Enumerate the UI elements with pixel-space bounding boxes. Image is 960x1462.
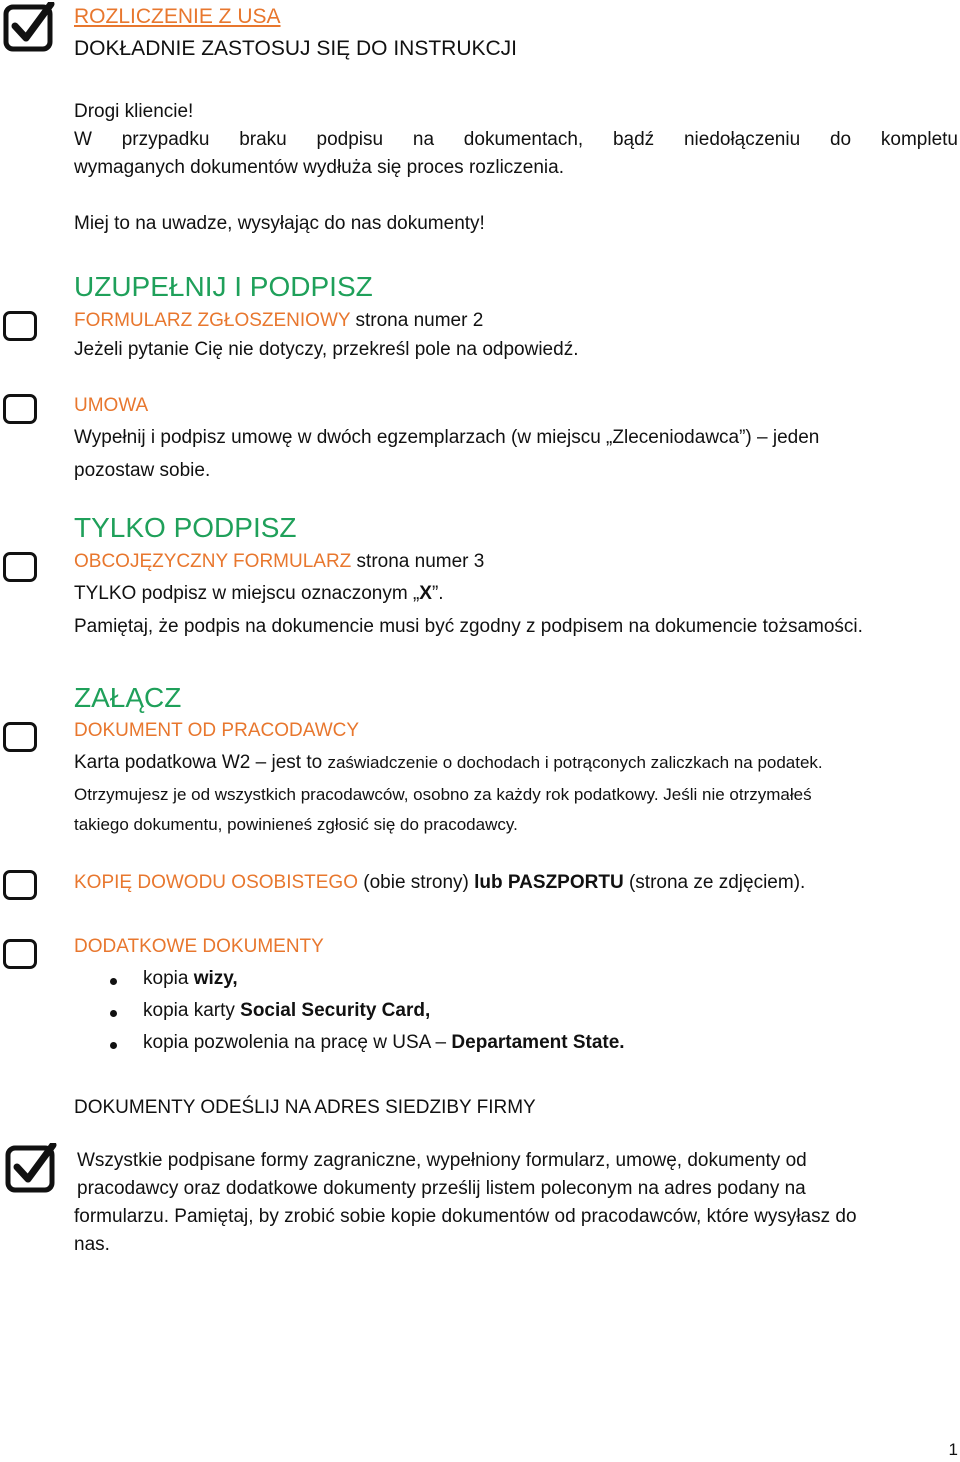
section-heading-fill-sign: UZUPEŁNIJ I PODPISZ [74,271,373,302]
empty-checkbox-icon[interactable] [3,394,37,424]
greeting: Drogi kliencie! [74,101,194,122]
intro-line-3: Miej to na uwadze, wysyłając do nas dokumenty! [74,213,485,234]
contract-line-1: Wypełnij i podpisz umowę w dwóch egzemplarzach (w miejscu „Zleceniodawca”) – jeden [74,427,820,448]
section-heading-attach: ZAŁĄCZ [74,682,182,713]
footer-line-2: pracodawcy oraz dodatkowe dokumenty prześlij listem poleconym na adres podany na [77,1178,806,1199]
list-item-bold: Departament State. [451,1032,625,1053]
w2-label: Karta podatkowa W2 – jest to [74,752,328,773]
w2-description [74,752,823,774]
section-heading-sign-only: TYLKO PODPISZ [74,512,297,543]
employer-document-heading: DOKUMENT OD PRACODAWCY [74,720,360,741]
empty-checkbox-icon[interactable] [3,870,37,900]
page-reference: strona numer 3 [351,551,485,572]
signature-reminder: Pamiętaj, że podpis na dokumencie musi być zgodny z podpisem na dokumencie tożsamości. [74,616,863,637]
sign-instruction [74,583,444,605]
list-item-bold: Social Security Card, [240,1000,431,1021]
list-item [143,1000,430,1022]
empty-checkbox-icon[interactable] [3,939,37,969]
send-address-heading: DOKUMENTY ODEŚLIJ NA ADRES SIEDZIBY FIRMY [74,1097,536,1118]
passport-label: PASZPORTU [507,872,624,893]
page-reference: strona numer 2 [350,310,484,331]
bullet-icon [110,1010,117,1017]
intro-line-1: W przypadku braku podpisu na dokumentach, bądź niedołączeniu do kompletu [74,129,958,150]
id-copy-line [74,872,805,894]
id-copy-sides: (obie strony) [357,872,475,893]
form-name: FORMULARZ ZGŁOSZENIOWY [74,310,351,331]
list-item [143,1032,625,1054]
bullet-icon [110,1042,117,1049]
bullet-icon [110,978,117,985]
additional-documents-heading: DODATKOWE DOKUMENTY [74,936,324,957]
footer-line-3: formularzu. Pamiętaj, by zrobić sobie kopie dokumentów od pracodawców, które wysyłasz do [74,1206,857,1227]
sign-instruction-text: TYLKO podpisz w miejscu oznaczonym „ [74,583,420,604]
empty-checkbox-icon[interactable] [3,722,37,752]
empty-checkbox-icon[interactable] [3,311,37,341]
passport-photo-page: (strona ze zdjęciem). [623,872,806,893]
id-copy-label: KOPIĘ DOWODU OSOBISTEGO [74,872,358,893]
footer-line-1: Wszystkie podpisane formy zagraniczne, wypełniony formularz, umowę, dokumenty od [77,1150,807,1171]
page-title: ROZLICZENIE Z USA [74,5,281,28]
intro-line-2: wymaganych dokumentów wydłuża się proces rozliczenia. [74,157,565,178]
id-copy-or: lub [474,872,503,893]
page-number: 1 [948,1440,958,1459]
instruction-subtitle: DOKŁADNIE ZASTOSUJ SIĘ DO INSTRUKCJI [74,37,518,60]
foreign-form-reference [74,551,484,573]
list-item-text: kopia pozwolenia na pracę w USA – [143,1032,452,1053]
form-reference [74,310,483,332]
checked-box-icon [3,2,55,52]
w2-definition: zaświadczenie o dochodach i potrąconych zaliczkach na podatek. [327,753,823,772]
checked-box-icon [5,1143,57,1193]
w2-line-2: Otrzymujesz je od wszystkich pracodawców, osobno za każdy rok podatkowy. Jeśli nie otrzymałeś [74,785,812,804]
sign-instruction-end: ”. [431,583,444,604]
list-item-text: kopia karty [143,1000,241,1021]
section-heading-contract: UMOWA [74,395,149,416]
list-item-text: kopia [143,968,194,989]
footer-line-4: nas. [74,1234,110,1255]
list-item-bold: wizy, [193,968,238,989]
w2-line-3: takiego dokumentu, powinieneś zgłosić się do pracodawcy. [74,815,518,834]
section1-note: Jeżeli pytanie Cię nie dotyczy, przekreśl pole na odpowiedź. [74,339,579,360]
signature-mark: X [419,583,432,604]
list-item [143,968,238,990]
empty-checkbox-icon[interactable] [3,552,37,582]
foreign-form-name: OBCOJĘZYCZNY FORMULARZ [74,551,352,572]
contract-line-2: pozostaw sobie. [74,460,211,481]
